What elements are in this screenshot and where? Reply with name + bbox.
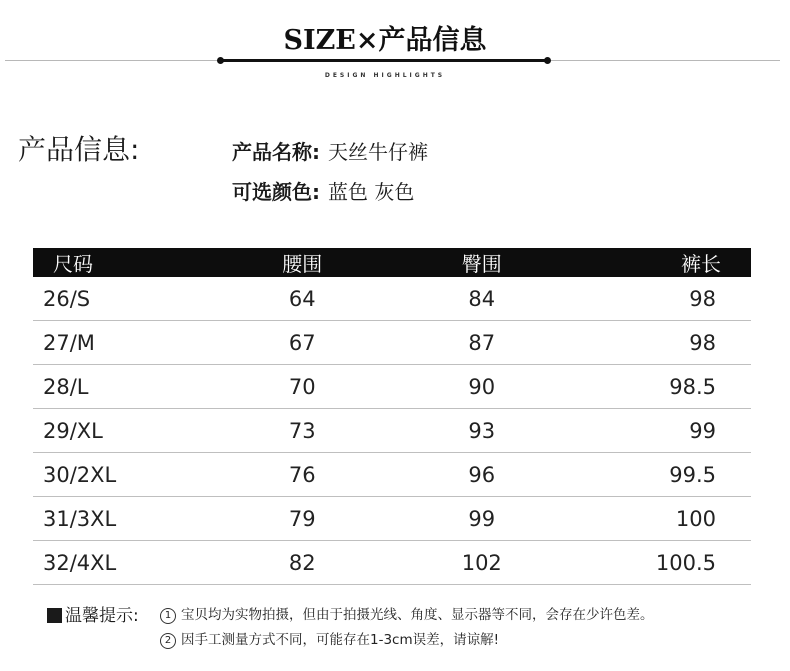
cell-hip: 93 <box>392 409 572 453</box>
cell-length: 98 <box>572 277 752 321</box>
cell-size: 28/L <box>33 365 213 409</box>
product-color-value: 蓝色 灰色 <box>328 180 415 204</box>
table-row <box>33 365 751 409</box>
cell-length: 100.5 <box>572 541 752 585</box>
cell-waist: 73 <box>213 409 393 453</box>
cell-size: 26/S <box>33 277 213 321</box>
cell-waist: 70 <box>213 365 393 409</box>
circled-number-icon: 2 <box>160 633 176 649</box>
table-row <box>33 541 751 585</box>
info-heading: 产品信息: <box>18 133 140 166</box>
cell-length: 98 <box>572 321 752 365</box>
cell-hip: 87 <box>392 321 572 365</box>
tip-text: 宝贝均为实物拍摄，但由于拍摄光线、角度、显示器等不同，会存在少许色差。 <box>181 607 654 623</box>
underline-dot-left <box>217 57 224 64</box>
header-size: 尺码 <box>33 248 213 277</box>
cell-size: 27/M <box>33 321 213 365</box>
page-title: SIZE×产品信息 <box>283 25 487 56</box>
table-row <box>33 453 751 497</box>
cell-hip: 84 <box>392 277 572 321</box>
product-name-value: 天丝牛仔裤 <box>328 140 428 164</box>
tip-text: 因手工测量方式不同，可能存在1-3cm误差，请谅解! <box>181 632 500 648</box>
cell-length: 99 <box>572 409 752 453</box>
table-row <box>33 277 751 321</box>
cell-size: 29/XL <box>33 409 213 453</box>
cell-waist: 79 <box>213 497 393 541</box>
tips-title-text: 温馨提示: <box>65 606 139 626</box>
page-subtitle: DESIGN HIGHLIGHTS <box>324 72 446 79</box>
tip-item <box>160 628 499 649</box>
tips-title <box>47 601 139 626</box>
table-row <box>33 321 751 365</box>
cell-size: 30/2XL <box>33 453 213 497</box>
circled-number-icon: 1 <box>160 608 176 624</box>
table-header-row <box>33 248 751 277</box>
table-row <box>33 497 751 541</box>
cell-length: 98.5 <box>572 365 752 409</box>
tip-item <box>160 603 654 624</box>
cell-hip: 102 <box>392 541 572 585</box>
header-length: 裤长 <box>572 248 752 277</box>
cell-hip: 96 <box>392 453 572 497</box>
product-color-label: 可选颜色: <box>232 180 320 204</box>
product-name-label: 产品名称: <box>232 140 320 164</box>
table-row <box>33 409 751 453</box>
header-hip: 臀围 <box>392 248 572 277</box>
product-name-row <box>232 136 428 165</box>
cell-hip: 99 <box>392 497 572 541</box>
title-underline <box>220 59 548 62</box>
underline-dot-right <box>544 57 551 64</box>
cell-length: 100 <box>572 497 752 541</box>
cell-waist: 76 <box>213 453 393 497</box>
product-color-row <box>232 176 414 205</box>
header-waist: 腰围 <box>213 248 393 277</box>
cell-waist: 64 <box>213 277 393 321</box>
cell-size: 32/4XL <box>33 541 213 585</box>
cell-size: 31/3XL <box>33 497 213 541</box>
cell-length: 99.5 <box>572 453 752 497</box>
square-bullet-icon <box>47 608 62 623</box>
cell-waist: 82 <box>213 541 393 585</box>
size-table <box>33 248 751 585</box>
cell-hip: 90 <box>392 365 572 409</box>
cell-waist: 67 <box>213 321 393 365</box>
